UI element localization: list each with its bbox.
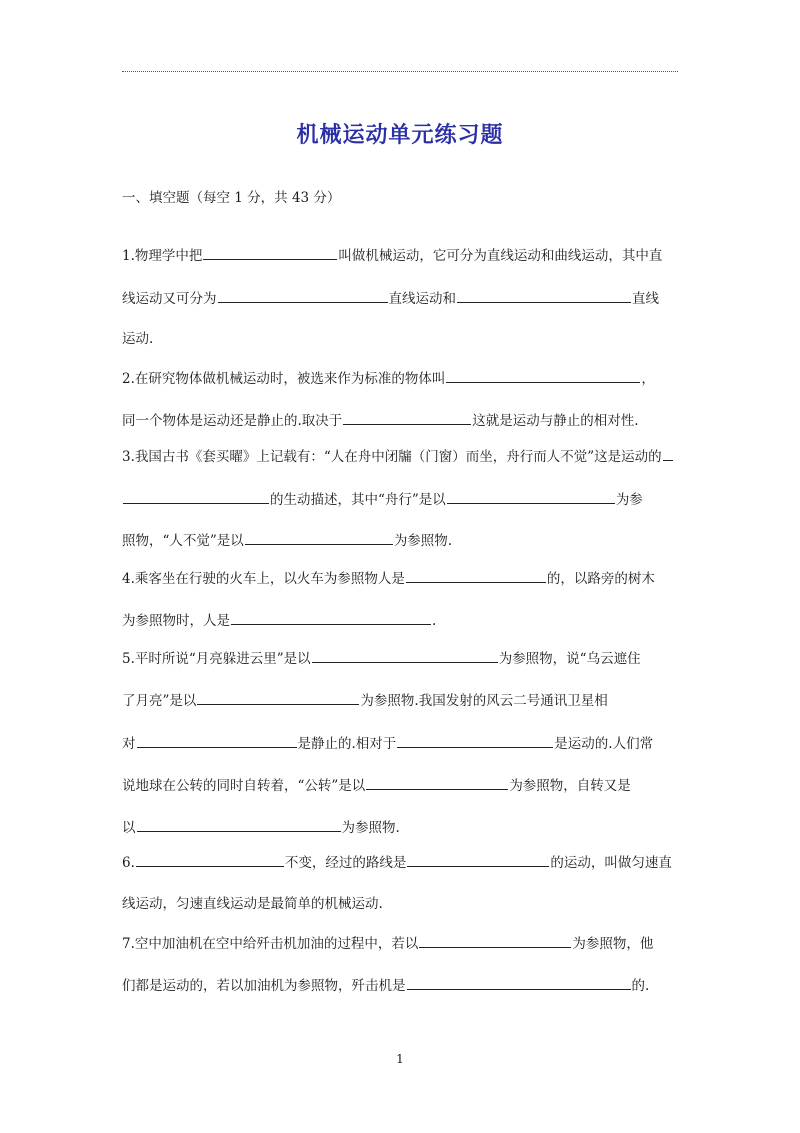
section-heading: 一、填空题（每空 1 分，共 43 分）: [122, 190, 341, 206]
question-5-line-2: 了月亮”是以 为参照物.我国发射的风云二号通讯卫星相: [122, 690, 608, 710]
question-1-line-3: 运动.: [122, 331, 154, 347]
answer-blank[interactable]: [447, 489, 615, 504]
question-5-line-4: 说地球在公转的同时自转着，“公转”是以 为参照物，自转又是: [122, 775, 631, 795]
answer-blank[interactable]: [407, 852, 549, 867]
answer-blank[interactable]: [312, 648, 498, 663]
page-title: 机械运动单元练习题: [296, 123, 504, 148]
answer-blank[interactable]: [457, 288, 631, 303]
question-7-line-2: 们都是运动的，若以加油机为参照物，歼击机是 的.: [122, 975, 649, 995]
answer-blank[interactable]: [419, 933, 571, 948]
answer-blank[interactable]: [123, 489, 269, 504]
answer-blank[interactable]: [231, 610, 431, 625]
answer-blank[interactable]: [218, 288, 388, 303]
question-3-line-2: 的生动描述，其中“舟行”是以 为参: [122, 489, 643, 509]
question-1-line-2: 线运动又可分为 直线运动和 直线: [122, 288, 659, 308]
question-6-line-1: 6. 不变，经过的路线是 的运动，叫做匀速直: [122, 852, 672, 872]
page-number: 1: [396, 1052, 404, 1066]
answer-blank[interactable]: [366, 775, 508, 790]
question-2-line-1: 2.在研究物体做机械运动时，被选来作为标准的物体叫 ，: [122, 368, 655, 388]
question-6-line-2: 线运动，匀速直线运动是最简单的机械运动.: [122, 896, 383, 912]
answer-blank[interactable]: [245, 530, 393, 545]
question-1-line-1: 1.物理学中把 叫做机械运动，它可分为直线运动和曲线运动，其中直: [122, 245, 662, 265]
answer-blank[interactable]: [343, 410, 471, 425]
question-7-line-1: 7.空中加油机在空中给歼击机加油的过程中，若以 为参照物，他: [122, 933, 653, 953]
answer-blank[interactable]: [407, 975, 631, 990]
answer-blank[interactable]: [136, 852, 284, 867]
answer-blank[interactable]: [137, 817, 341, 832]
answer-blank[interactable]: [663, 446, 673, 461]
question-2-line-2: 同一个物体是运动还是静止的.取决于 这就是运动与静止的相对性.: [122, 410, 639, 430]
question-5-line-1: 5.平时所说“月亮躲进云里”是以 为参照物，说“乌云遮住: [122, 648, 641, 668]
answer-blank[interactable]: [203, 245, 337, 260]
question-5-line-3: 对 是静止的.相对于 是运动的.人们常: [122, 733, 653, 753]
question-4-line-2: 为参照物时，人是 .: [122, 610, 436, 630]
header-dotted-rule: [122, 71, 678, 72]
answer-blank[interactable]: [397, 733, 553, 748]
answer-blank[interactable]: [406, 568, 546, 583]
answer-blank[interactable]: [137, 733, 297, 748]
question-4-line-1: 4.乘客坐在行驶的火车上，以火车为参照物人是 的，以路旁的树木: [122, 568, 655, 588]
answer-blank[interactable]: [197, 690, 359, 705]
answer-blank[interactable]: [446, 368, 640, 383]
question-3-line-3: 照物，“人不觉”是以 为参照物.: [122, 530, 452, 550]
question-5-line-5: 以 为参照物.: [122, 817, 400, 837]
question-3-line-1: 3.我国古书《套买曜》上记载有：“人在舟中闭牖（门窗）而坐，舟行而人不觉”这是运动的: [122, 446, 674, 466]
